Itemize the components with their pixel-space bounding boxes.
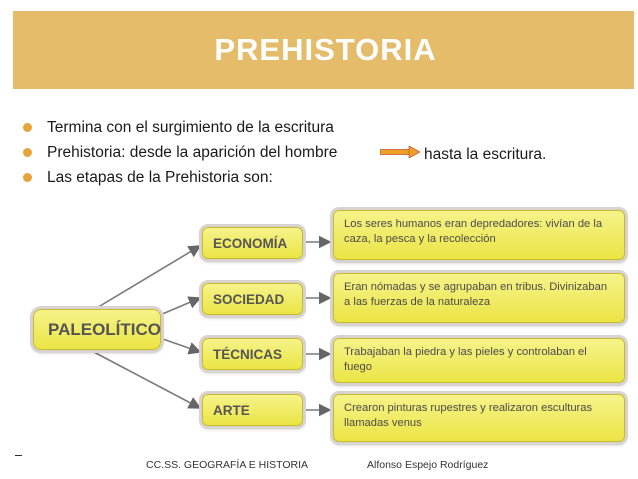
divider: [15, 455, 22, 456]
category-node: [202, 227, 303, 259]
description-node: Crearon pinturas rupestres y realizaron esculturas llamadas venus: [333, 394, 625, 442]
bullet-text: Las etapas de la Prehistoria son:: [47, 169, 273, 186]
bullet-text: Prehistoria: desde la aparición del hombre: [47, 144, 338, 161]
bullet-text: Termina con el surgimiento de la escritura: [47, 119, 334, 136]
slide-title: PREHISTORIA: [214, 32, 437, 67]
connector-economia: [90, 246, 200, 312]
category-label: TÉCNICAS: [213, 346, 283, 362]
category-node: [202, 338, 303, 370]
category-label: ECONOMÍA: [213, 235, 288, 251]
connector-tecnicas: [160, 338, 200, 352]
category-node: [202, 283, 303, 315]
category-node: [202, 394, 303, 426]
description-node: Los seres humanos eran depredadores: vivían de la caza, la pesca y la recolección: [333, 210, 625, 260]
main-node: [33, 309, 161, 350]
bullet-text-continuation: hasta la escritura.: [424, 146, 547, 163]
category-label: ARTE: [213, 402, 250, 418]
connector-arte: [90, 350, 200, 408]
connector-sociedad: [160, 298, 200, 315]
footer-subject: CC.SS. GEOGRAFÍA E HISTORIA: [146, 459, 309, 471]
description-node: Eran nómadas y se agrupaban en tribus. Divinizaban a las fuerzas de la naturaleza: [333, 273, 625, 323]
description-node: Trabajaban la piedra y las pieles y controlaban el fuego: [333, 338, 625, 383]
category-label: SOCIEDAD: [213, 291, 285, 307]
main-node-label: PALEOLÍTICO: [48, 319, 162, 339]
footer-author: Alfonso Espejo Rodríguez: [367, 459, 489, 471]
